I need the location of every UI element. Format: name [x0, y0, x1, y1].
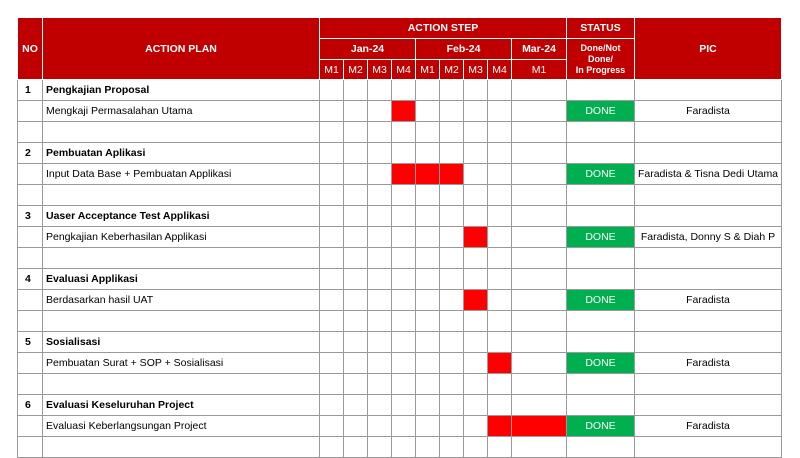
empty-cell[interactable]: [43, 311, 320, 332]
empty-cell[interactable]: [344, 122, 368, 143]
week-cell[interactable]: [512, 290, 567, 311]
empty-cell[interactable]: [368, 185, 392, 206]
pic-cell[interactable]: [635, 80, 782, 101]
week-cell[interactable]: [464, 395, 488, 416]
task-label[interactable]: Evaluasi Keberlangsungan Project: [43, 416, 320, 437]
week-cell[interactable]: [416, 101, 440, 122]
status-done-badge[interactable]: DONE: [567, 416, 635, 437]
empty-cell[interactable]: [392, 437, 416, 458]
section-title[interactable]: Sosialisasi: [43, 332, 320, 353]
week-header-8[interactable]: M1: [512, 60, 567, 80]
status-done-badge[interactable]: DONE: [567, 353, 635, 374]
section-number[interactable]: 5: [18, 332, 43, 353]
status-cell[interactable]: [567, 395, 635, 416]
status-subheader-text: Done/Not Done/ In Progress: [575, 42, 626, 75]
month-header-mar[interactable]: Mar-24: [512, 39, 567, 60]
week-header-1[interactable]: M2: [344, 60, 368, 80]
empty-cell[interactable]: [344, 311, 368, 332]
week-cell[interactable]: [440, 269, 464, 290]
section-row: [18, 395, 782, 416]
week-cell[interactable]: [368, 80, 392, 101]
empty-cell[interactable]: [368, 311, 392, 332]
week-cell[interactable]: [320, 416, 344, 437]
section-title[interactable]: Uaser Acceptance Test Applikasi: [43, 206, 320, 227]
empty-cell[interactable]: [320, 374, 344, 395]
empty-cell[interactable]: [392, 185, 416, 206]
blank-row: [18, 437, 782, 458]
empty-cell[interactable]: [440, 437, 464, 458]
month-header-feb[interactable]: Feb-24: [416, 39, 512, 60]
week-cell[interactable]: [440, 206, 464, 227]
empty-cell[interactable]: [43, 185, 320, 206]
week-cell[interactable]: [320, 332, 344, 353]
empty-cell[interactable]: [320, 122, 344, 143]
section-number[interactable]: 2: [18, 143, 43, 164]
section-title[interactable]: Pembuatan Aplikasi: [43, 143, 320, 164]
week-cell[interactable]: [392, 206, 416, 227]
empty-cell[interactable]: [635, 185, 782, 206]
empty-cell[interactable]: [392, 248, 416, 269]
empty-cell[interactable]: [320, 437, 344, 458]
week-cell[interactable]: [368, 416, 392, 437]
week-cell[interactable]: [440, 227, 464, 248]
empty-cell[interactable]: [344, 185, 368, 206]
no-header[interactable]: NO: [18, 18, 43, 80]
week-cell[interactable]: [368, 269, 392, 290]
week-cell[interactable]: [488, 164, 512, 185]
empty-cell[interactable]: [344, 437, 368, 458]
week-cell[interactable]: [344, 269, 368, 290]
week-cell[interactable]: [368, 101, 392, 122]
number-cell[interactable]: [18, 164, 43, 185]
week-header-2[interactable]: M3: [368, 60, 392, 80]
week-cell[interactable]: [416, 353, 440, 374]
week-cell[interactable]: [392, 353, 416, 374]
number-cell[interactable]: [18, 353, 43, 374]
task-label[interactable]: Pembuatan Surat + SOP + Sosialisasi: [43, 353, 320, 374]
section-row: [18, 206, 782, 227]
empty-cell[interactable]: [440, 374, 464, 395]
section-row: [18, 332, 782, 353]
pic-name[interactable]: Faradista: [635, 416, 782, 437]
empty-cell[interactable]: [488, 437, 512, 458]
week-cell[interactable]: [464, 416, 488, 437]
blank-row: [18, 248, 782, 269]
empty-cell[interactable]: [416, 374, 440, 395]
week-cell[interactable]: [344, 416, 368, 437]
week-header-7[interactable]: M4: [488, 60, 512, 80]
empty-cell[interactable]: [512, 311, 567, 332]
week-cell[interactable]: [512, 206, 567, 227]
week-cell[interactable]: [488, 80, 512, 101]
week-cell[interactable]: [368, 395, 392, 416]
empty-cell[interactable]: [464, 185, 488, 206]
empty-cell[interactable]: [440, 122, 464, 143]
week-cell[interactable]: [512, 353, 567, 374]
pic-cell[interactable]: [635, 143, 782, 164]
week-cell[interactable]: [488, 101, 512, 122]
week-cell[interactable]: [320, 227, 344, 248]
empty-cell[interactable]: [43, 248, 320, 269]
section-row: [18, 80, 782, 101]
week-cell-active[interactable]: [392, 164, 416, 185]
section-row: [18, 143, 782, 164]
week-cell[interactable]: [344, 101, 368, 122]
week-cell[interactable]: [416, 206, 440, 227]
pic-name[interactable]: Faradista: [635, 290, 782, 311]
empty-cell[interactable]: [368, 122, 392, 143]
week-cell[interactable]: [464, 206, 488, 227]
week-cell[interactable]: [440, 353, 464, 374]
empty-cell[interactable]: [368, 248, 392, 269]
week-cell[interactable]: [488, 206, 512, 227]
status-done-badge[interactable]: DONE: [567, 164, 635, 185]
empty-cell[interactable]: [320, 248, 344, 269]
task-label[interactable]: Pengkajian Keberhasilan Applikasi: [43, 227, 320, 248]
week-cell[interactable]: [368, 227, 392, 248]
task-label[interactable]: Mengkaji Permasalahan Utama: [43, 101, 320, 122]
empty-cell[interactable]: [464, 122, 488, 143]
week-cell[interactable]: [320, 395, 344, 416]
week-cell[interactable]: [512, 101, 567, 122]
pic-name[interactable]: Faradista, Donny S & Diah P: [635, 227, 782, 248]
section-row: [18, 269, 782, 290]
week-cell[interactable]: [344, 80, 368, 101]
week-cell[interactable]: [368, 353, 392, 374]
week-cell[interactable]: [368, 206, 392, 227]
week-cell-active[interactable]: [440, 164, 464, 185]
empty-cell[interactable]: [18, 122, 43, 143]
week-cell[interactable]: [392, 143, 416, 164]
status-done-badge[interactable]: DONE: [567, 101, 635, 122]
blank-row: [18, 311, 782, 332]
week-cell[interactable]: [344, 353, 368, 374]
section-number[interactable]: 3: [18, 206, 43, 227]
week-cell-active[interactable]: [416, 164, 440, 185]
empty-cell[interactable]: [416, 311, 440, 332]
empty-cell[interactable]: [512, 248, 567, 269]
week-cell[interactable]: [464, 332, 488, 353]
empty-cell[interactable]: [635, 248, 782, 269]
empty-cell[interactable]: [18, 248, 43, 269]
task-row: [18, 227, 782, 248]
week-header-3[interactable]: M4: [392, 60, 416, 80]
week-cell[interactable]: [416, 80, 440, 101]
week-cell[interactable]: [320, 143, 344, 164]
empty-cell[interactable]: [512, 122, 567, 143]
week-cell[interactable]: [416, 290, 440, 311]
action-plan-header[interactable]: ACTION PLAN: [43, 18, 320, 80]
empty-cell[interactable]: [567, 122, 635, 143]
week-cell[interactable]: [512, 227, 567, 248]
week-cell[interactable]: [368, 143, 392, 164]
empty-cell[interactable]: [488, 374, 512, 395]
status-header[interactable]: STATUS: [567, 18, 635, 39]
section-title[interactable]: Evaluasi Applikasi: [43, 269, 320, 290]
status-cell[interactable]: [567, 332, 635, 353]
number-cell[interactable]: [18, 227, 43, 248]
empty-cell[interactable]: [464, 374, 488, 395]
month-header-jan[interactable]: Jan-24: [320, 39, 416, 60]
task-row: [18, 416, 782, 437]
week-cell[interactable]: [416, 332, 440, 353]
week-cell[interactable]: [368, 164, 392, 185]
empty-cell[interactable]: [440, 311, 464, 332]
week-cell[interactable]: [320, 269, 344, 290]
week-cell[interactable]: [488, 269, 512, 290]
status-cell[interactable]: [567, 143, 635, 164]
status-cell[interactable]: [567, 80, 635, 101]
section-title[interactable]: Pengkajian Proposal: [43, 80, 320, 101]
week-cell[interactable]: [488, 143, 512, 164]
week-cell[interactable]: [392, 227, 416, 248]
action-plan-table: [17, 17, 782, 458]
week-cell[interactable]: [392, 332, 416, 353]
empty-cell[interactable]: [440, 185, 464, 206]
empty-cell[interactable]: [368, 437, 392, 458]
task-row: [18, 164, 782, 185]
week-cell[interactable]: [344, 395, 368, 416]
week-cell[interactable]: [464, 269, 488, 290]
week-cell[interactable]: [440, 416, 464, 437]
section-title[interactable]: Evaluasi Keseluruhan Project: [43, 395, 320, 416]
empty-cell[interactable]: [18, 374, 43, 395]
number-cell[interactable]: [18, 416, 43, 437]
week-cell[interactable]: [488, 227, 512, 248]
week-cell[interactable]: [512, 143, 567, 164]
empty-cell[interactable]: [635, 122, 782, 143]
week-cell[interactable]: [320, 353, 344, 374]
empty-cell[interactable]: [416, 437, 440, 458]
empty-cell[interactable]: [368, 374, 392, 395]
empty-cell[interactable]: [567, 185, 635, 206]
number-cell[interactable]: [18, 101, 43, 122]
week-cell[interactable]: [392, 416, 416, 437]
pic-name[interactable]: Faradista: [635, 101, 782, 122]
week-cell[interactable]: [368, 332, 392, 353]
week-cell[interactable]: [392, 395, 416, 416]
empty-cell[interactable]: [392, 122, 416, 143]
week-cell[interactable]: [488, 395, 512, 416]
empty-cell[interactable]: [392, 311, 416, 332]
empty-cell[interactable]: [488, 311, 512, 332]
pic-cell[interactable]: [635, 395, 782, 416]
empty-cell[interactable]: [18, 437, 43, 458]
week-cell-active[interactable]: [488, 353, 512, 374]
week-cell[interactable]: [320, 80, 344, 101]
week-cell[interactable]: [320, 206, 344, 227]
empty-cell[interactable]: [440, 248, 464, 269]
week-cell[interactable]: [440, 290, 464, 311]
task-label[interactable]: Input Data Base + Pembuatan Applikasi: [43, 164, 320, 185]
week-cell[interactable]: [488, 290, 512, 311]
empty-cell[interactable]: [416, 248, 440, 269]
empty-cell[interactable]: [320, 185, 344, 206]
week-cell[interactable]: [512, 332, 567, 353]
empty-cell[interactable]: [567, 311, 635, 332]
pic-cell[interactable]: [635, 269, 782, 290]
week-cell[interactable]: [464, 101, 488, 122]
empty-cell[interactable]: [344, 248, 368, 269]
week-cell[interactable]: [512, 395, 567, 416]
week-cell[interactable]: [416, 416, 440, 437]
header-row-1: [18, 18, 782, 39]
pic-header[interactable]: PIC: [635, 18, 782, 80]
week-cell[interactable]: [512, 80, 567, 101]
week-cell[interactable]: [464, 164, 488, 185]
week-header-4[interactable]: M1: [416, 60, 440, 80]
action-step-header[interactable]: ACTION STEP: [320, 18, 567, 39]
week-cell-active[interactable]: [488, 416, 512, 437]
status-done-badge[interactable]: DONE: [567, 227, 635, 248]
week-cell[interactable]: [344, 290, 368, 311]
week-cell[interactable]: [416, 269, 440, 290]
week-header-5[interactable]: M2: [440, 60, 464, 80]
empty-cell[interactable]: [488, 122, 512, 143]
empty-cell[interactable]: [18, 311, 43, 332]
week-cell[interactable]: [392, 290, 416, 311]
week-cell-active[interactable]: [464, 290, 488, 311]
number-cell[interactable]: [18, 290, 43, 311]
week-cell[interactable]: [464, 353, 488, 374]
week-cell[interactable]: [392, 269, 416, 290]
empty-cell[interactable]: [18, 185, 43, 206]
blank-row: [18, 122, 782, 143]
week-cell[interactable]: [512, 164, 567, 185]
blank-row: [18, 374, 782, 395]
empty-cell[interactable]: [567, 374, 635, 395]
week-cell[interactable]: [416, 227, 440, 248]
task-row: [18, 290, 782, 311]
week-cell[interactable]: [392, 80, 416, 101]
week-cell[interactable]: [440, 101, 464, 122]
pic-name[interactable]: Faradista: [635, 353, 782, 374]
empty-cell[interactable]: [512, 185, 567, 206]
week-cell[interactable]: [440, 395, 464, 416]
empty-cell[interactable]: [635, 374, 782, 395]
pic-cell[interactable]: [635, 206, 782, 227]
empty-cell[interactable]: [567, 248, 635, 269]
empty-cell[interactable]: [567, 437, 635, 458]
empty-cell[interactable]: [635, 311, 782, 332]
empty-cell[interactable]: [416, 185, 440, 206]
task-row: [18, 353, 782, 374]
week-cell[interactable]: [368, 290, 392, 311]
section-number[interactable]: 4: [18, 269, 43, 290]
week-cell[interactable]: [488, 332, 512, 353]
week-cell[interactable]: [344, 206, 368, 227]
empty-cell[interactable]: [512, 374, 567, 395]
week-cell[interactable]: [440, 143, 464, 164]
status-cell[interactable]: [567, 269, 635, 290]
week-cell[interactable]: [344, 332, 368, 353]
empty-cell[interactable]: [43, 122, 320, 143]
week-cell-active[interactable]: [464, 227, 488, 248]
week-cell[interactable]: [344, 143, 368, 164]
empty-cell[interactable]: [392, 374, 416, 395]
week-cell-active[interactable]: [512, 416, 567, 437]
week-cell[interactable]: [320, 290, 344, 311]
empty-cell[interactable]: [635, 437, 782, 458]
empty-cell[interactable]: [488, 248, 512, 269]
week-cell[interactable]: [440, 80, 464, 101]
week-cell[interactable]: [464, 80, 488, 101]
pic-cell[interactable]: [635, 332, 782, 353]
task-label[interactable]: Berdasarkan hasil UAT: [43, 290, 320, 311]
week-cell[interactable]: [320, 164, 344, 185]
empty-cell[interactable]: [43, 374, 320, 395]
empty-cell[interactable]: [464, 248, 488, 269]
status-subheader[interactable]: [567, 39, 635, 80]
empty-cell[interactable]: [512, 437, 567, 458]
status-done-badge[interactable]: DONE: [567, 290, 635, 311]
section-number[interactable]: 1: [18, 80, 43, 101]
week-cell[interactable]: [344, 227, 368, 248]
empty-cell[interactable]: [464, 311, 488, 332]
week-cell-active[interactable]: [392, 101, 416, 122]
empty-cell[interactable]: [344, 374, 368, 395]
week-cell[interactable]: [320, 101, 344, 122]
blank-row: [18, 185, 782, 206]
empty-cell[interactable]: [43, 437, 320, 458]
empty-cell[interactable]: [320, 311, 344, 332]
empty-cell[interactable]: [488, 185, 512, 206]
week-cell[interactable]: [416, 143, 440, 164]
week-cell[interactable]: [440, 332, 464, 353]
pic-name[interactable]: Faradista & Tisna Dedi Utama: [635, 164, 782, 185]
week-header-0[interactable]: M1: [320, 60, 344, 80]
week-cell[interactable]: [416, 395, 440, 416]
empty-cell[interactable]: [416, 122, 440, 143]
task-row: [18, 101, 782, 122]
empty-cell[interactable]: [464, 437, 488, 458]
week-cell[interactable]: [512, 269, 567, 290]
section-number[interactable]: 6: [18, 395, 43, 416]
status-cell[interactable]: [567, 206, 635, 227]
week-header-6[interactable]: M3: [464, 60, 488, 80]
week-cell[interactable]: [464, 143, 488, 164]
week-cell[interactable]: [344, 164, 368, 185]
